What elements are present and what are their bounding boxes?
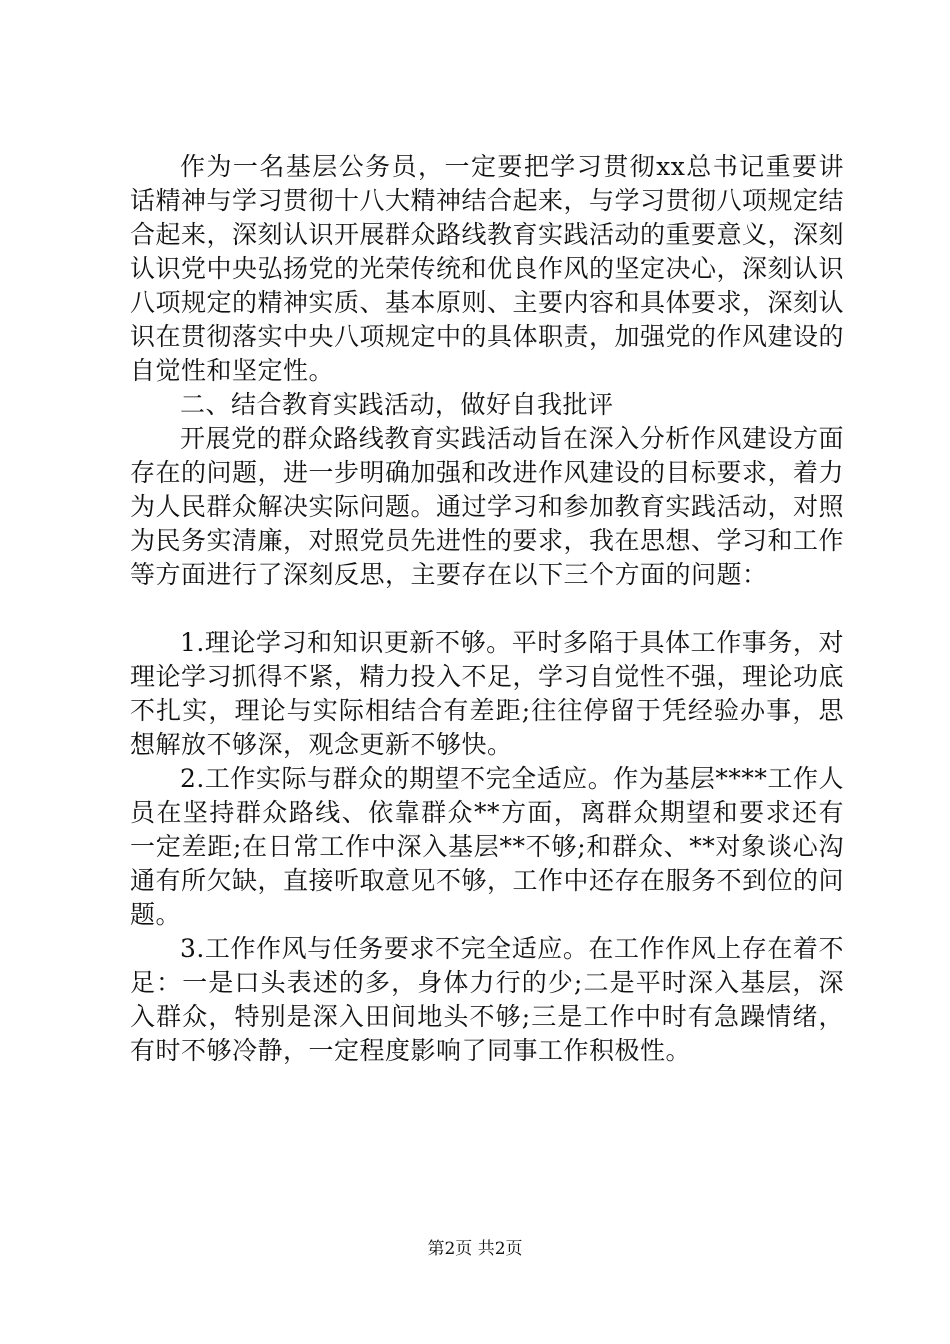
paragraph-intro: 作为一名基层公务员，一定要把学习贯彻xx总书记重要讲话精神与学习贯彻十八大精神结合起来，与学习贯彻八项规定结合起来，深刻认识开展群众路线教育实践活动的重要意义，深刻认识党中央弘扬党的光荣传统和优良作风的坚定决心，深刻认识八项规定的精神实质、基本原则、主要内容和具体要求，深刻认识在贯彻落实中央八项规定中的具体职责，加强党的作风建设的自觉性和坚定性。 [130,152,845,385]
page-number-footer: 第2页 共2页 [427,1239,523,1259]
paragraph-item-1: 1.理论学习和知识更新不够。平时多陷于具体工作事务，对理论学习抓得不紧，精力投入不足，学习自觉性不强，理论功底不扎实，理论与实际相结合有差距;往往停留于凭经验办事，思想解放不够深，观念更新不够快。 [130,628,845,759]
section-heading: 二、结合教育实践活动，做好自我批评 [180,390,614,419]
paragraph-overview: 开展党的群众路线教育实践活动旨在深入分析作风建设方面存在的问题，进一步明确加强和改进作风建设的目标要求，着力为人民群众解决实际问题。通过学习和参加教育实践活动，对照为民务实清廉，对照党员先进性的要求，我在思想、学习和工作等方面进行了深刻反思，主要存在以下三个方面的问题： [130,424,845,589]
document-body [130,150,844,1068]
paragraph-item-2: 2.工作实际与群众的期望不完全适应。作为基层****工作人员在坚持群众路线、依靠群众**方面，离群众期望和要求还有一定差距;在日常工作中深入基层**不够;和群众、**对象谈心沟通有所欠缺，直接听取意见不够，工作中还存在服务不到位的问题。 [130,764,845,929]
paragraph-item-3: 3.工作作风与任务要求不完全适应。在工作作风上存在着不足：一是口头表述的多，身体力行的少;二是平时深入基层，深入群众，特别是深入田间地头不够;三是工作中时有急躁情绪，有时不够冷静，一定程度影响了同事工作积极性。 [130,934,844,1065]
